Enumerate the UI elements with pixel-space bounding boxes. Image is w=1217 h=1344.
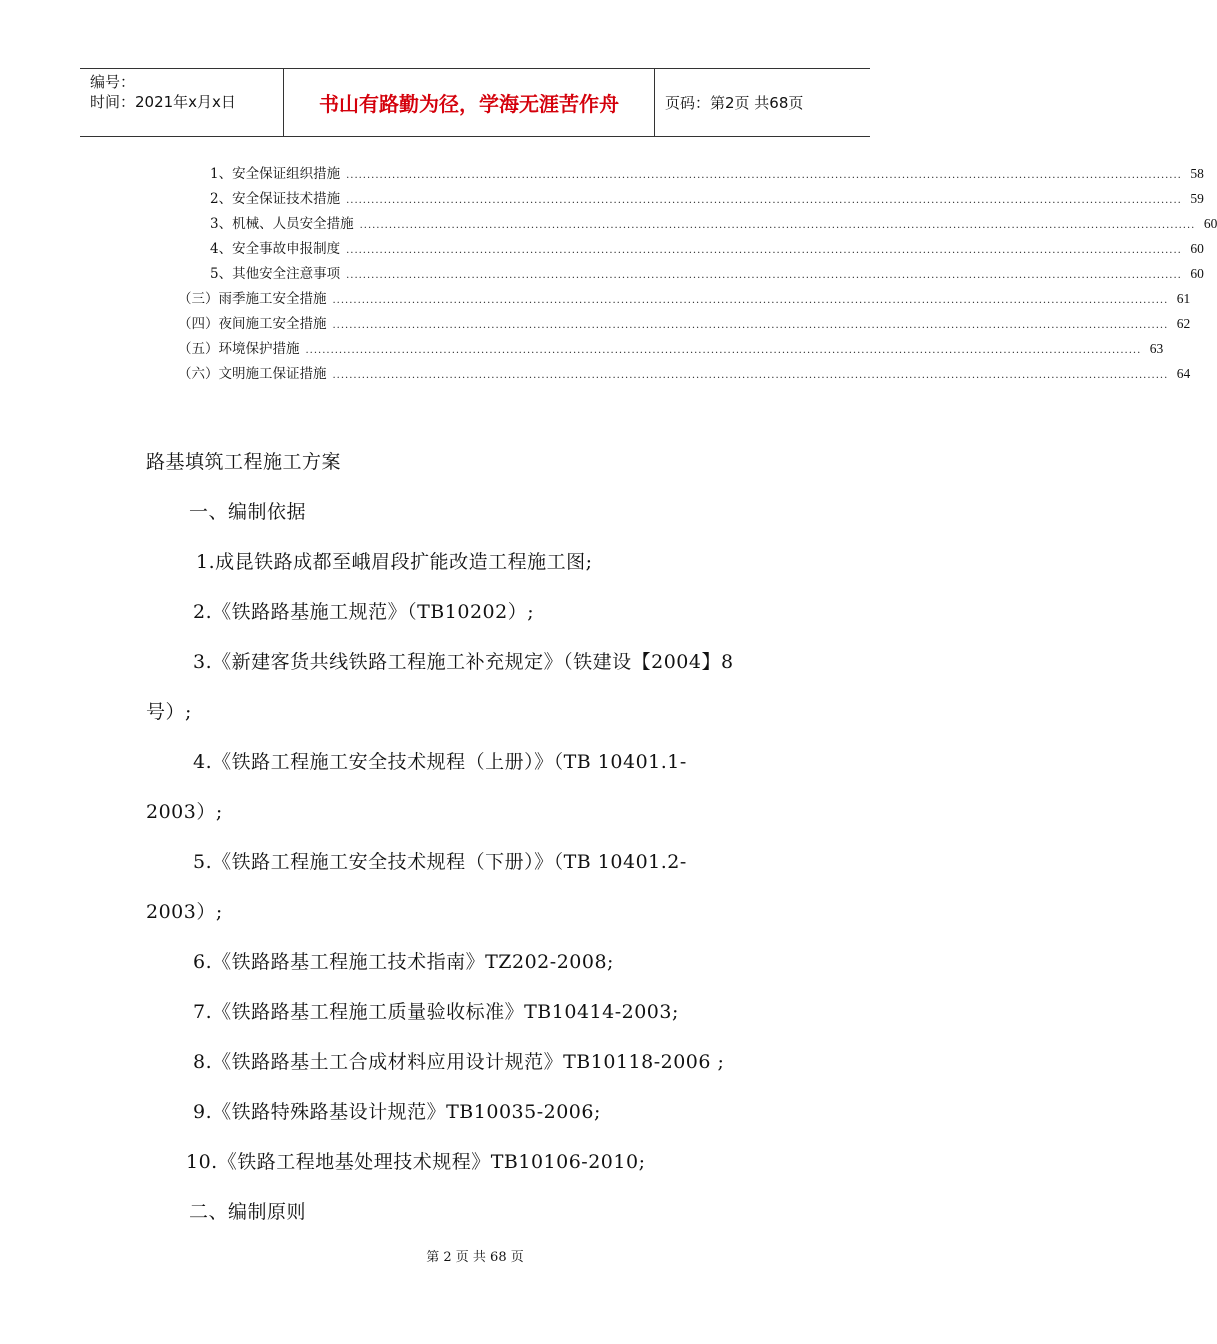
reference-item: 3.《新建客货共线铁路工程施工补充规定》（铁建设【2004】8 [193,651,734,673]
reference-item: 9.《铁路特殊路基设计规范》TB10035-2006; [193,1101,601,1123]
toc-entry[interactable] [210,162,1204,182]
toc-entry[interactable] [210,262,1204,282]
toc-title: 2、安全保证技术措施 [210,191,341,207]
reference-item-continued: 2003）; [146,901,223,923]
page-info: 页码：第2页 共68页 [665,94,804,112]
reference-item: 8.《铁路路基土工合成材料应用设计规范》TB10118-2006 ; [193,1051,725,1073]
section-heading: 二、编制原则 [189,1201,307,1223]
header-left-cell [80,69,283,136]
toc-leader: ........................................................................................................................................................................................................ [346,270,1182,281]
toc-entry[interactable] [178,287,1191,307]
toc-page: 64 [1176,366,1191,381]
toc-entry[interactable] [178,337,1164,357]
toc-entry[interactable] [210,187,1204,207]
toc-title: （三）雨季施工安全措施 [178,291,327,307]
toc-entry[interactable] [210,212,1217,232]
toc-entry[interactable] [210,237,1204,257]
reference-item: 7.《铁路路基工程施工质量验收标准》TB10414-2003; [193,1001,679,1023]
toc-leader: ........................................................................................................................................................................................................ [346,170,1182,181]
section-heading: 一、编制依据 [189,501,307,523]
toc-leader: ........................................................................................................................................................................................................ [346,245,1182,256]
toc-leader: ........................................................................................................................................................................................................ [305,345,1142,356]
toc-entry[interactable] [178,362,1191,382]
document-title: 路基填筑工程施工方案 [146,451,342,473]
toc-title: （六）文明施工保证措施 [178,366,327,382]
toc-title: （五）环境保护措施 [178,341,300,357]
reference-item: 4.《铁路工程施工安全技术规程（上册）》（TB 10401.1- [193,751,687,773]
reference-item: 2.《铁路路基施工规范》（TB10202）; [193,601,535,623]
toc-page: 60 [1190,241,1204,256]
toc-page: 60 [1203,216,1217,231]
toc-leader: ........................................................................................................................................................................................................ [346,195,1182,206]
toc-title: 1、安全保证组织措施 [210,166,341,182]
page-footer: 第 2 页 共 68 页 [426,1250,524,1265]
toc-leader: ........................................................................................................................................................................................................ [332,320,1169,331]
reference-item: 10.《铁路工程地基处理技术规程》TB10106-2010; [186,1151,646,1173]
toc-page: 63 [1149,341,1164,356]
toc-leader: ........................................................................................................................................................................................................ [332,370,1169,381]
reference-item: 6.《铁路路基工程施工技术指南》TZ202-2008; [193,951,614,973]
toc-page: 61 [1176,291,1191,306]
page-header [80,68,870,137]
toc-page: 59 [1190,191,1204,206]
date-line: 时间：2021年x月x日 [90,93,236,111]
toc-entry[interactable] [178,312,1191,332]
toc-title: 4、安全事故申报制度 [210,241,341,257]
toc-title: （四）夜间施工安全措施 [178,316,327,332]
reference-item-continued: 2003）; [146,801,223,823]
toc-page: 62 [1176,316,1191,331]
reference-item: 1.成昆铁路成都至峨眉段扩能改造工程施工图; [196,551,593,573]
toc-page: 58 [1190,166,1204,181]
toc-leader: ........................................................................................................................................................................................................ [359,220,1196,231]
motto: 书山有路勤为径，学海无涯苦作舟 [283,69,655,136]
reference-item-continued: 号）; [146,701,192,723]
toc-leader: ........................................................................................................................................................................................................ [332,295,1169,306]
toc-page: 60 [1190,266,1204,281]
reference-item: 5.《铁路工程施工安全技术规程（下册）》（TB 10401.2- [193,851,687,873]
code-label: 编号： [90,73,136,91]
toc-title: 5、其他安全注意事项 [210,266,341,282]
toc-title: 3、机械、人员安全措施 [210,216,354,232]
